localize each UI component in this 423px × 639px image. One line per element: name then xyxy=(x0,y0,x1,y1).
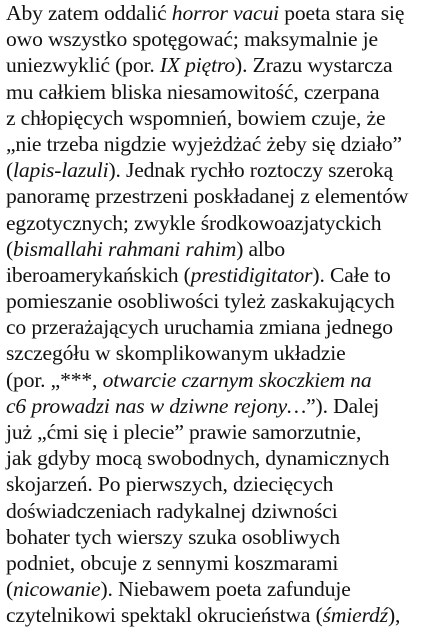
text-segment: z chłopięcych wspomnień, bowiem czuje, że xyxy=(6,105,386,130)
text-segment: ). Jednak rychło roztoczy szeroką xyxy=(108,158,394,183)
text-segment: ), xyxy=(387,603,401,628)
text-segment: czytelnikowi spektakl okrucieństwa ( xyxy=(6,603,323,628)
text-segment: ). Zrazu wystarcza xyxy=(235,53,393,78)
text-line xyxy=(6,602,420,628)
text-segment: (por. „***, xyxy=(6,367,103,392)
italic-text: c6 prowadzi nas w dziwne rejony… xyxy=(6,393,307,418)
text-line xyxy=(6,550,420,576)
text-segment: ( xyxy=(6,577,14,602)
text-segment: już „ćmi się i plecie” prawie samorzutnie, xyxy=(6,420,362,444)
text-line xyxy=(6,576,420,602)
text-line xyxy=(6,471,420,497)
text-line xyxy=(6,367,420,393)
text-segment: owo wszystko spotęgować; maksymalnie je xyxy=(6,27,378,52)
text-line xyxy=(6,131,420,157)
text-line xyxy=(6,183,420,209)
text-line xyxy=(6,105,420,131)
text-segment: skojarzeń. Po pierwszych, dziecięcych xyxy=(6,472,334,497)
text-line xyxy=(6,52,420,78)
text-segment: ”). Dalej xyxy=(306,393,380,418)
text-segment: szczegółu w skomplikowanym układzie xyxy=(6,341,346,366)
text-segment: mu całkiem bliska niesamowitość, czerpana xyxy=(6,79,380,104)
text-line xyxy=(6,236,420,262)
text-segment: pomieszanie osobliwości tyleż zaskakujących xyxy=(6,289,395,314)
text-line xyxy=(6,393,420,419)
italic-text: prestidigitator xyxy=(190,262,313,287)
text-line xyxy=(6,262,420,288)
text-segment: doświadczeniach radykalnej dziwności xyxy=(6,498,338,523)
text-segment: ( xyxy=(6,158,14,183)
text-segment: uniezwyklić (por. xyxy=(6,53,160,78)
text-segment: ). Niebawem poeta zafunduje xyxy=(100,577,351,602)
text-line xyxy=(6,79,420,105)
text-line xyxy=(6,445,420,471)
body-paragraph xyxy=(6,0,420,629)
text-line xyxy=(6,524,420,550)
text-line xyxy=(6,419,420,445)
italic-text: śmierdź xyxy=(322,603,388,628)
text-segment: bohater tych wierszy szuka osobliwych xyxy=(6,524,340,549)
text-segment: iberoamerykańskich ( xyxy=(6,262,191,287)
italic-text: otwarcie czarnym skoczkiem na xyxy=(102,367,372,392)
text-segment: Aby zatem oddalić xyxy=(6,1,172,25)
text-segment: ) albo xyxy=(236,236,286,261)
italic-text: bismallahi rahmani rahim xyxy=(13,236,237,261)
italic-text: lapis-lazuli xyxy=(13,158,109,183)
text-line xyxy=(6,210,420,236)
text-segment: co przerażających uruchamia zmiana jednego xyxy=(6,315,393,340)
text-line xyxy=(6,498,420,524)
italic-text: IX piętro xyxy=(159,53,236,78)
text-line xyxy=(6,0,420,26)
text-line xyxy=(6,314,420,340)
text-line xyxy=(6,288,420,314)
text-segment: ). Całe to xyxy=(312,262,391,287)
italic-text: horror vacui xyxy=(171,1,279,25)
text-segment: ( xyxy=(6,236,14,261)
italic-text: nicowanie xyxy=(13,577,101,602)
text-segment: „nie trzeba nigdzie wyjeżdżać żeby się działo” xyxy=(6,131,402,156)
text-segment: egzotycznych; zwykle środkowoazjatyckich xyxy=(6,210,382,235)
text-segment: panoramę przestrzeni poskładanej z elementów xyxy=(6,184,409,209)
text-line xyxy=(6,26,420,52)
text-segment: jak gdyby mocą swobodnych, dynamicznych xyxy=(6,446,390,471)
text-line xyxy=(6,157,420,183)
text-segment: podniet, obcuje z sennymi koszmarami xyxy=(6,550,339,575)
text-line xyxy=(6,340,420,366)
text-segment: poeta stara się xyxy=(278,1,405,25)
